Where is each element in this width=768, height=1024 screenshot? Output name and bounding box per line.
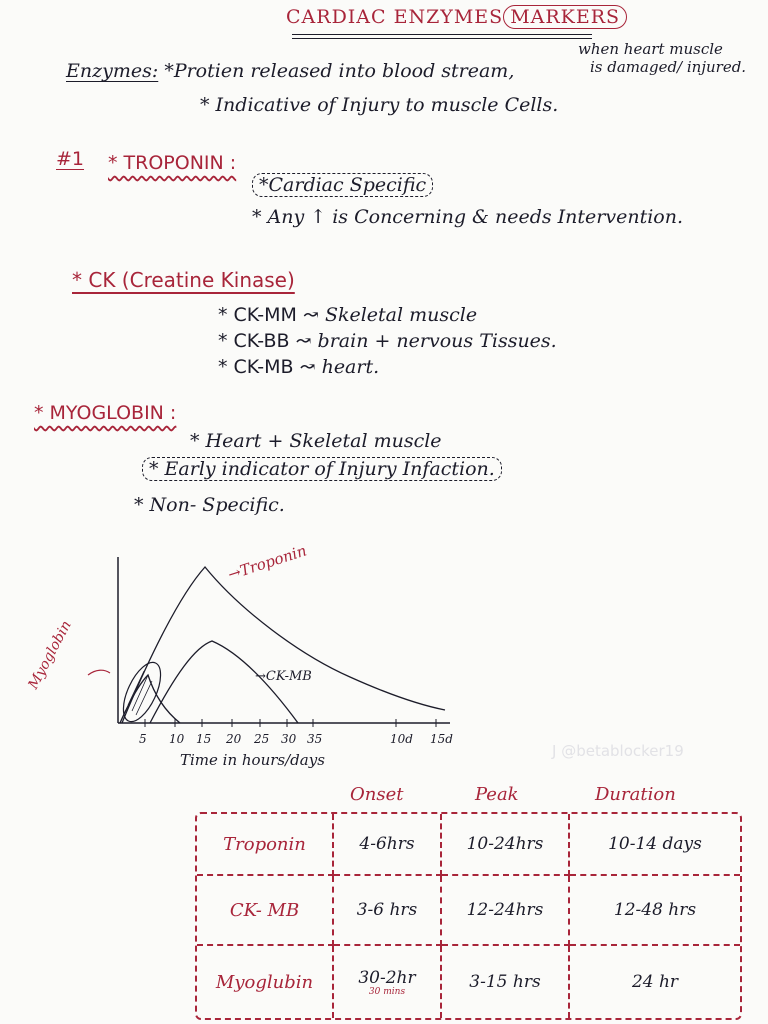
col-duration: Duration	[595, 784, 676, 805]
troponin-curve	[122, 567, 445, 723]
ck-item	[218, 330, 557, 352]
col-peak: Peak	[475, 784, 519, 805]
squiggle-arrow-icon: ↝	[295, 330, 312, 352]
enzymes-def-2: * Indicative of Injury to muscle Cells.	[200, 94, 559, 116]
table-cell-peak: 3-15 hrs	[442, 946, 570, 1018]
x-tick-label: 10d	[390, 732, 413, 746]
x-axis-label: Time in hours/days	[180, 751, 325, 769]
ck-item-desc: brain + nervous Tissues.	[317, 330, 557, 352]
title-underline	[292, 38, 592, 39]
table-cell-peak: 12-24hrs	[442, 876, 570, 946]
ck-mb-annotation: →CK-MB	[255, 669, 312, 684]
x-tick-label: 20	[226, 732, 242, 746]
enzymes-def-1: *Protien released into blood stream,	[164, 60, 515, 82]
onset-value: 30-2hr	[358, 967, 416, 988]
table-cell-onset: 4-6hrs	[334, 814, 442, 876]
table-cell-marker: Troponin	[197, 814, 334, 876]
ck-item-desc: heart.	[321, 356, 380, 378]
onset-note: 30 mins	[368, 986, 406, 997]
myoglobin-annotation: Myoglobin	[25, 618, 75, 692]
x-tick-label: 30	[281, 732, 297, 746]
ck-heading-text: * CK (Creatine Kinase)	[72, 268, 295, 292]
title-paren	[503, 5, 627, 29]
x-tick-label: 15d	[430, 732, 453, 746]
myoglobin-curve	[120, 675, 180, 723]
table-cell-duration: 12-48 hrs	[570, 876, 740, 946]
title-main: CARDIAC ENZYMES	[286, 6, 504, 28]
ck-item	[218, 356, 379, 378]
markers-table	[195, 812, 742, 1020]
ck-item	[218, 304, 477, 326]
ck-item-code: * CK-BB	[218, 330, 290, 352]
ck-item-code: * CK-MM	[218, 304, 297, 326]
x-tick-label: 5	[139, 732, 147, 746]
troponin-annotation: →Troponin	[225, 541, 309, 584]
ck-heading	[72, 268, 295, 292]
squiggle-arrow-icon: ↝	[302, 304, 319, 326]
myoglobin-point-1: * Heart + Skeletal muscle	[190, 430, 442, 452]
table-cell-duration: 10-14 days	[570, 814, 740, 876]
page-title	[286, 6, 627, 28]
table-cell-peak: 10-24hrs	[442, 814, 570, 876]
enzymes-label: Enzymes:	[66, 60, 159, 82]
enzymes-tail-b: is damaged/ injured.	[590, 58, 747, 76]
table-header	[0, 784, 768, 814]
title-paren-text: MARKERS	[510, 6, 621, 28]
enzymes-tail-a: when heart muscle	[578, 40, 723, 58]
ck-item-desc: Skeletal muscle	[324, 304, 478, 326]
table-cell-onset	[334, 946, 442, 1018]
x-tick-label: 35	[307, 732, 323, 746]
x-tick-label: 10	[169, 732, 185, 746]
title-underline	[292, 34, 592, 35]
myoglobin-point-2	[142, 458, 502, 480]
x-tick-label: 15	[196, 732, 212, 746]
col-onset: Onset	[350, 784, 404, 805]
table-cell-duration: 24 hr	[631, 972, 679, 992]
table-cell-marker: Myoglubin	[197, 946, 334, 1018]
myoglobin-point-2-text: * Early indicator of Injury Infaction.	[142, 457, 502, 481]
troponin-point-2: * Any ↑ is Concerning & needs Intervention.	[252, 206, 684, 228]
troponin-heading: * TROPONIN :	[108, 152, 237, 174]
troponin-number: #1	[56, 148, 85, 170]
ck-item-code: * CK-MB	[218, 356, 294, 378]
myoglobin-heading: * MYOGLOBIN :	[34, 402, 177, 424]
x-tick-label: 25	[254, 732, 270, 746]
arrow-icon	[88, 670, 110, 675]
table-cell-marker: CK- MB	[197, 876, 334, 946]
enzymes-line1	[66, 60, 514, 82]
myoglobin-point-3: * Non- Specific.	[134, 494, 285, 516]
watermark: J @betablocker19	[552, 742, 684, 760]
table-cell-onset: 3-6 hrs	[334, 876, 442, 946]
troponin-point-1	[252, 174, 433, 196]
troponin-point-1-text: *Cardiac Specific	[252, 173, 433, 197]
squiggle-arrow-icon: ↝	[299, 356, 316, 378]
